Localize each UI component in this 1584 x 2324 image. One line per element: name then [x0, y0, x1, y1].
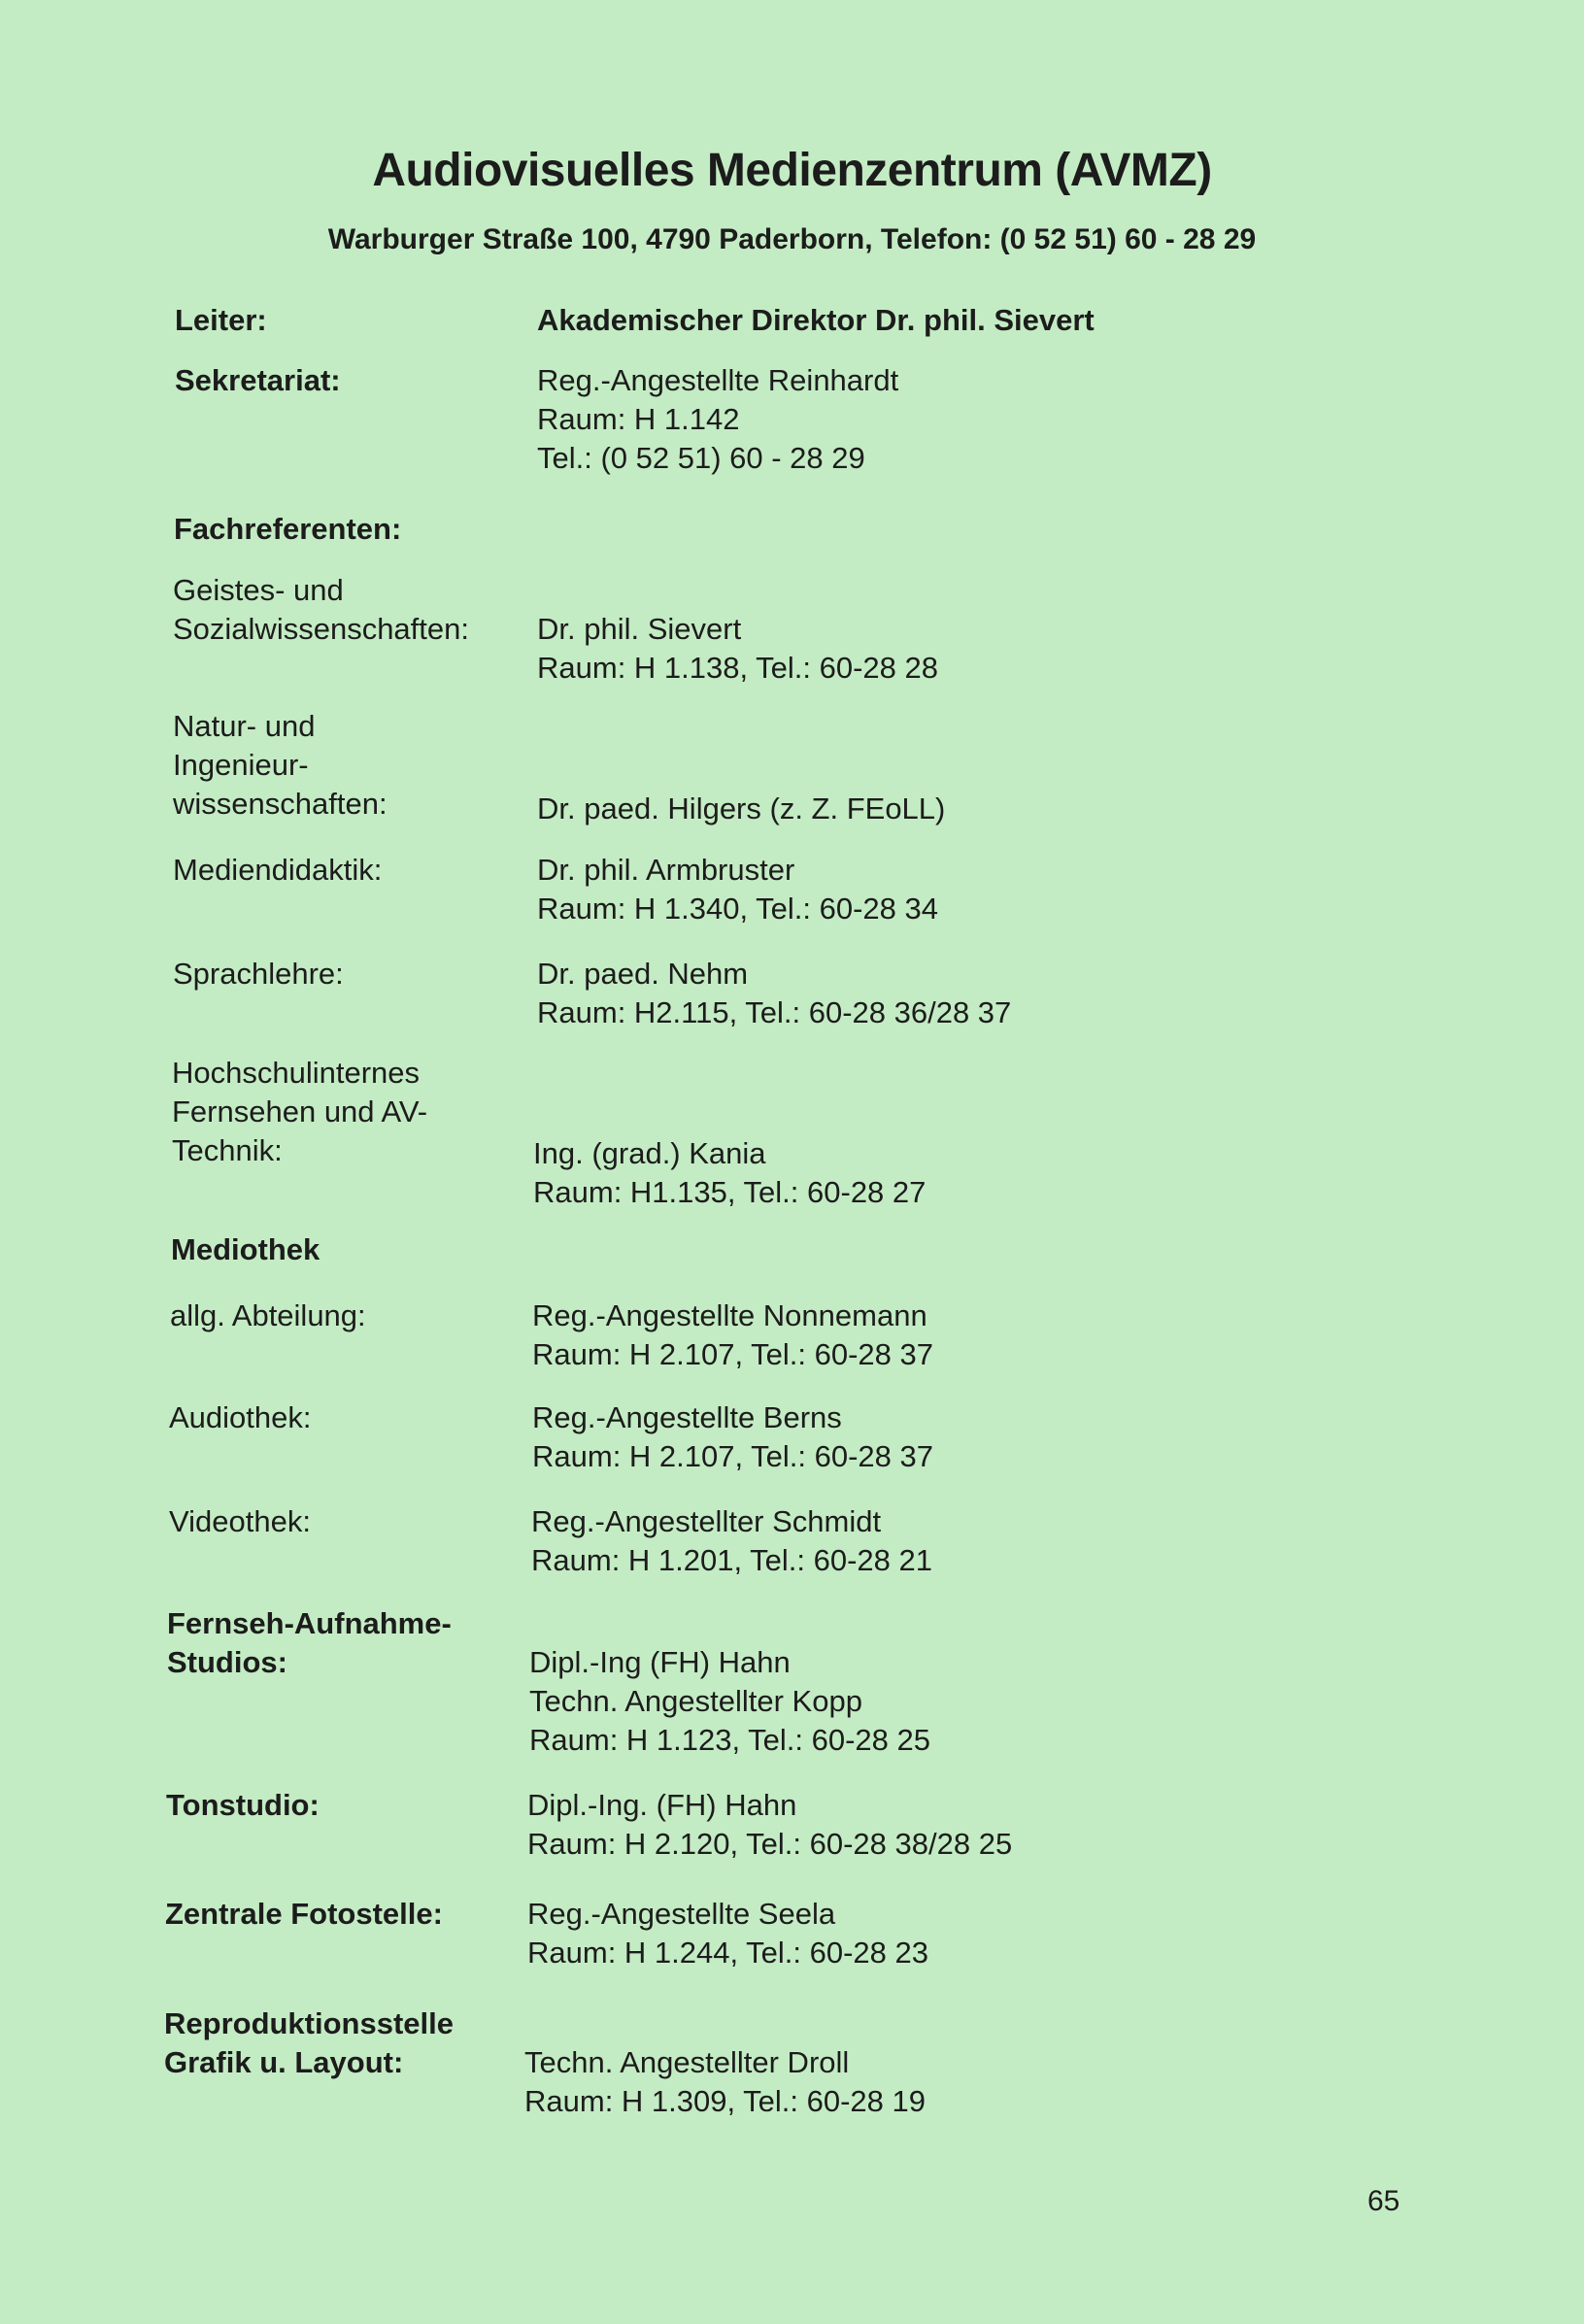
- label-line: Natur- und: [173, 709, 316, 743]
- fachreferenten-heading: Fachreferenten:: [174, 512, 402, 546]
- entry-value: [537, 851, 938, 928]
- value-line: Reg.-Angestellte Seela: [527, 1897, 836, 1931]
- value-line: Dr. phil. Sievert: [537, 612, 742, 646]
- label-line: Ingenieur-: [173, 748, 309, 782]
- entry-value: [524, 2043, 926, 2121]
- entry-label: [173, 851, 382, 890]
- value-line: Raum: H1.135, Tel.: 60-28 27: [533, 1175, 927, 1209]
- value-line: Dipl.-Ing (FH) Hahn: [529, 1645, 791, 1679]
- entry-value: [529, 1643, 930, 1760]
- value-line: Raum: H 1.244, Tel.: 60-28 23: [527, 1936, 929, 1970]
- label-line: allg. Abteilung:: [170, 1298, 366, 1332]
- entry-label: [166, 1786, 320, 1825]
- entry-value: [537, 790, 945, 828]
- entry-label: [164, 2004, 454, 2082]
- value-line: Techn. Angestellter Droll: [524, 2045, 850, 2079]
- value-line: Raum: H 2.107, Tel.: 60-28 37: [532, 1439, 934, 1473]
- entry-label: [173, 955, 344, 994]
- label-line: Tonstudio:: [166, 1788, 320, 1822]
- label-line: Sprachlehre:: [173, 957, 344, 991]
- label-line: Studios:: [167, 1645, 287, 1679]
- entry-value: [532, 1398, 933, 1476]
- value-line: Raum: H 1.201, Tel.: 60-28 21: [531, 1543, 933, 1577]
- leiter-value: Akademischer Direktor Dr. phil. Sievert: [537, 303, 1095, 337]
- value-line: Ing. (grad.) Kania: [533, 1136, 766, 1170]
- page-title: Audiovisuelles Medienzentrum (AVMZ): [372, 145, 1212, 196]
- value-line: Raum: H 1.123, Tel.: 60-28 25: [529, 1723, 931, 1757]
- value-line: Dr. phil. Armbruster: [537, 853, 795, 887]
- label-line: Videothek:: [169, 1504, 311, 1538]
- label-line: Fernseh-Aufnahme-: [167, 1606, 452, 1640]
- label-line: Zentrale Fotostelle:: [165, 1897, 443, 1931]
- value-line: Reg.-Angestellte Berns: [532, 1400, 842, 1434]
- value-line: Techn. Angestellter Kopp: [529, 1684, 862, 1718]
- value-line: Raum: H 1.340, Tel.: 60-28 34: [537, 892, 939, 926]
- label-line: wissenschaften:: [173, 787, 388, 821]
- label-line: Fernsehen und AV-: [172, 1095, 428, 1128]
- sekretariat-line: Raum: H 1.142: [537, 402, 740, 436]
- mediothek-heading: Mediothek: [171, 1232, 320, 1266]
- value-line: Raum: H 1.138, Tel.: 60-28 28: [537, 651, 939, 685]
- leiter-label: Leiter:: [175, 303, 267, 337]
- label-line: Mediendidaktik:: [173, 853, 383, 887]
- value-line: Raum: H 2.120, Tel.: 60-28 38/28 25: [527, 1827, 1013, 1861]
- entry-value: [527, 1786, 1012, 1864]
- label-line: Geistes- und: [173, 573, 344, 607]
- address-line: Warburger Straße 100, 4790 Paderborn, Telefon: (0 52 51) 60 - 28 29: [327, 223, 1257, 255]
- entry-label: [169, 1502, 311, 1541]
- value-line: Raum: H 2.107, Tel.: 60-28 37: [532, 1337, 934, 1371]
- value-line: Dipl.-Ing. (FH) Hahn: [527, 1788, 797, 1822]
- sekretariat-line: Tel.: (0 52 51) 60 - 28 29: [537, 441, 865, 475]
- value-line: Dr. paed. Nehm: [537, 957, 749, 991]
- entry-label: [169, 1398, 312, 1437]
- label-line: Hochschulinternes: [172, 1056, 421, 1090]
- label-line: Grafik u. Layout:: [164, 2045, 404, 2079]
- entry-label: [165, 1895, 443, 1934]
- entry-value: [532, 1297, 933, 1374]
- entry-value: [531, 1502, 932, 1580]
- label-line: Audiothek:: [169, 1400, 312, 1434]
- label-line: Sozialwissenschaften:: [173, 612, 469, 646]
- entry-label: [167, 1604, 452, 1682]
- entry-value: [537, 955, 1011, 1032]
- entry-label: [173, 571, 469, 649]
- value-line: Raum: H 1.309, Tel.: 60-28 19: [524, 2084, 927, 2118]
- entry-label: [172, 1054, 427, 1170]
- sekretariat-line: Reg.-Angestellte Reinhardt: [537, 363, 899, 397]
- label-line: Technik:: [172, 1133, 283, 1167]
- value-line: Dr. paed. Hilgers (z. Z. FEoLL): [537, 792, 946, 825]
- entry-value: [533, 1134, 926, 1212]
- value-line: Reg.-Angestellte Nonnemann: [532, 1298, 927, 1332]
- label-line: Reproduktionsstelle: [164, 2006, 454, 2040]
- value-line: Raum: H2.115, Tel.: 60-28 36/28 37: [537, 995, 1012, 1029]
- entry-label: [170, 1297, 366, 1335]
- sekretariat-value: [537, 361, 898, 478]
- entry-label: [173, 707, 388, 824]
- entry-value: [537, 610, 938, 688]
- page-number: 65: [1367, 2185, 1400, 2217]
- entry-value: [527, 1895, 928, 1972]
- value-line: Reg.-Angestellter Schmidt: [531, 1504, 882, 1538]
- sekretariat-label: Sekretariat:: [175, 363, 341, 397]
